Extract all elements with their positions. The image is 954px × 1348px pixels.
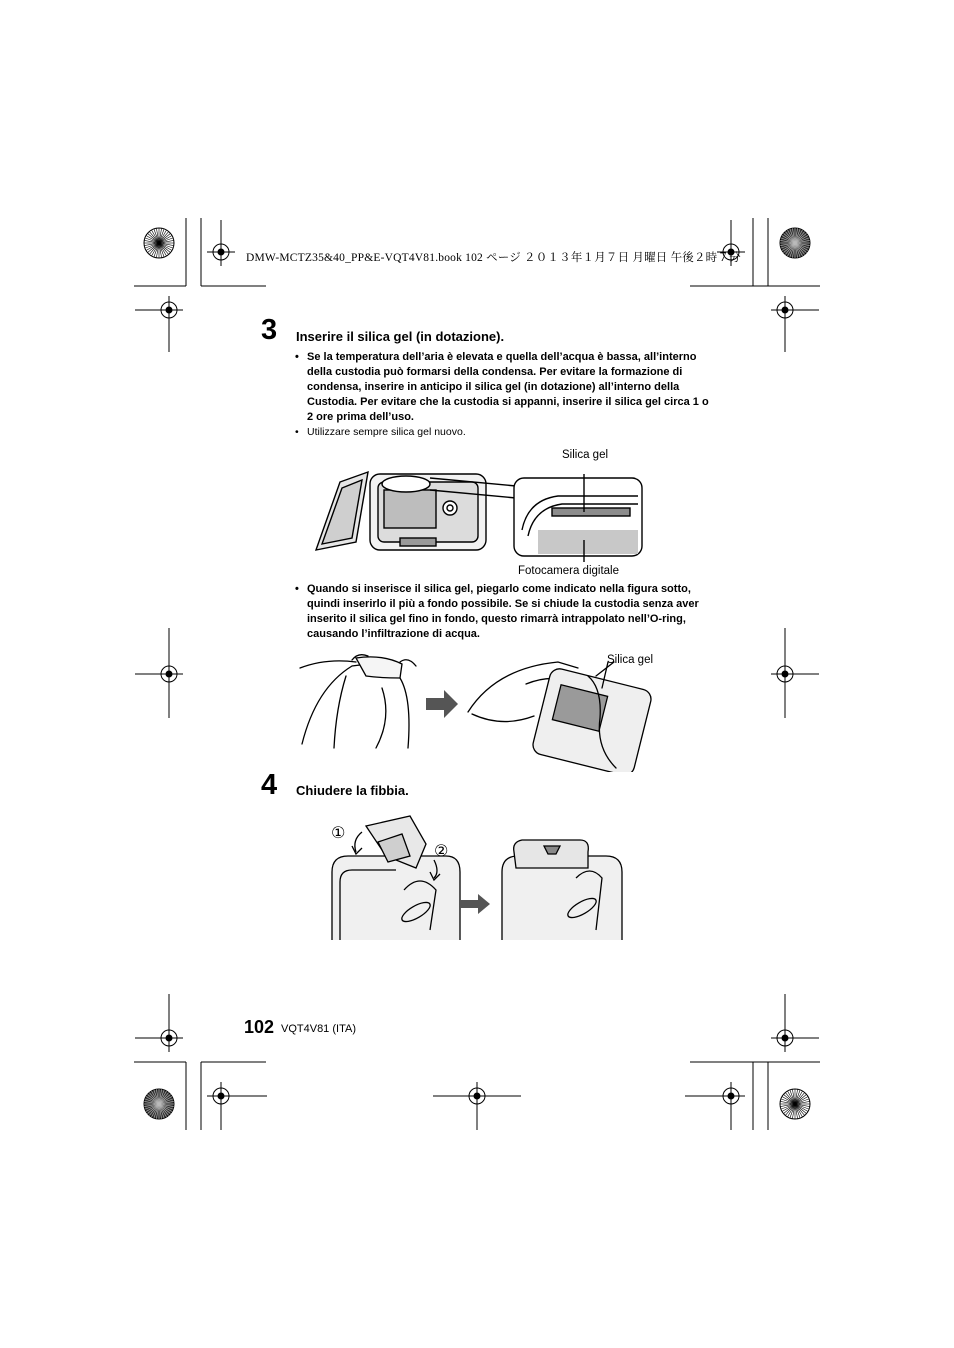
figure1-label-camera: Fotocamera digitale bbox=[518, 565, 619, 577]
step-3-notes-2 bbox=[293, 582, 713, 642]
step-3-notes bbox=[293, 350, 713, 440]
figure-silica-gel-placement bbox=[308, 464, 648, 564]
figure-fold-silica-gel bbox=[296, 648, 666, 772]
file-header-line: DMW-MCTZ35&40_PP&E-VQT4V81.book 102 ページ ２０１３年１月７日 月曜日 午後２時７分 bbox=[246, 252, 741, 264]
note-new-silica: • Utilizzare sempre silica gel nuovo. bbox=[293, 425, 713, 440]
note-condensation: • Se la temperatura dell’aria è elevata e quella dell’acqua è bassa, all’interno della custodia può formarsi della condensa. Per evitare la formazione di condensa, inserire in anticipo il silica gel (in dotazione) all’interno della Custodia. Per evitare che la custodia si appanni, inserire il silica gel circa 1 o 2 ore prima dell’uso. bbox=[293, 350, 713, 425]
marker-step-2: ② bbox=[434, 843, 449, 860]
step-3-title: Inserire il silica gel (in dotazione). bbox=[296, 329, 505, 344]
step-4-number: 4 bbox=[261, 769, 278, 801]
document-code: VQT4V81 (ITA) bbox=[281, 1023, 356, 1035]
page-number: 102 bbox=[244, 1017, 275, 1037]
step-3-number: 3 bbox=[261, 314, 278, 346]
figure-close-buckle bbox=[326, 812, 626, 942]
figure2-label-silica-gel: Silica gel bbox=[607, 654, 654, 666]
note-fold-insert: • Quando si inserisce il silica gel, piegarlo come indicato nella figura sotto, quindi inserirlo il più a fondo possibile. Se si chiude la custodia senza aver inserito il silica gel fino in fondo, questo rimarrà intrappolato nell’O-ring, causando l’infiltrazione di acqua. bbox=[293, 582, 713, 642]
figure1-label-silica-gel: Silica gel bbox=[562, 449, 609, 461]
step-4-title: Chiudere la fibbia. bbox=[296, 783, 409, 798]
marker-step-1: ① bbox=[331, 825, 346, 842]
